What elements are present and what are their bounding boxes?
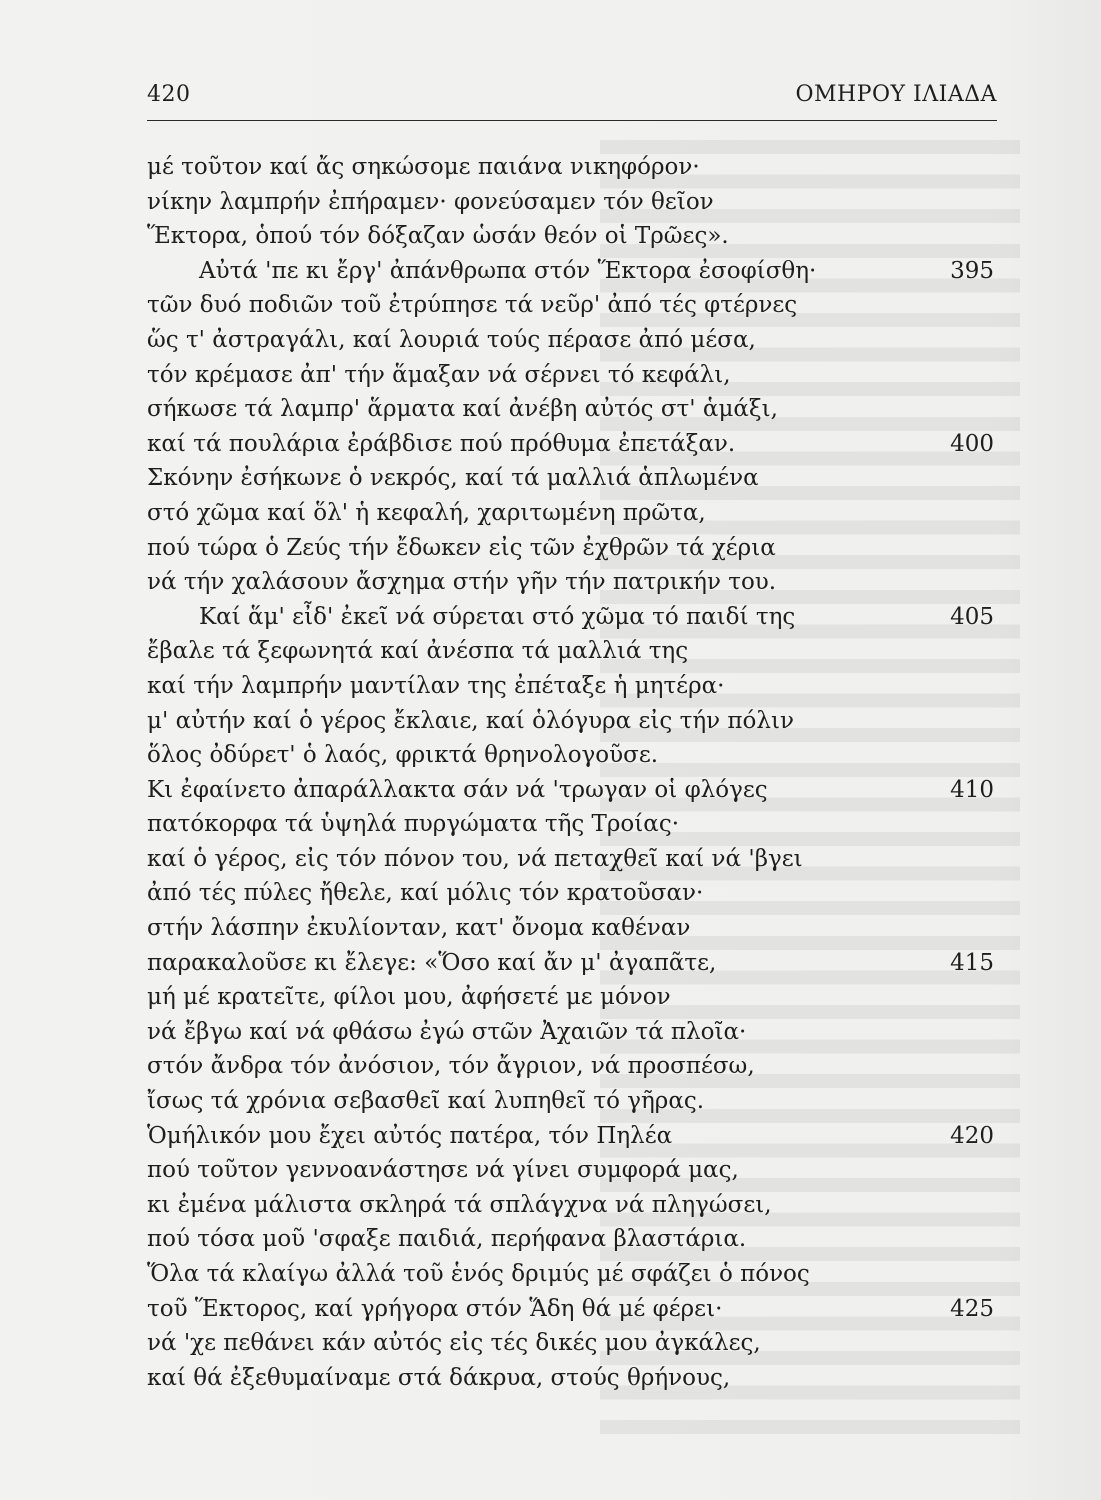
verse-line-text: νά 'χε πεθάνει κάν αὐτός εἰς τές δικές μου ἀγκάλες, [147,1330,761,1357]
verse-line-text: Αὐτά 'πε κι ἔργ' ἀπάνθρωπα στόν Ἕκτορα ἐσοφίσθη· [199,257,817,284]
verse-line [147,1361,997,1396]
verse-line [147,704,997,739]
verse-line [147,773,997,808]
verse-line [147,185,997,220]
verse-line [147,254,997,289]
verse-line [147,461,997,496]
verse-line-text: καί τήν λαμπρήν μαντίλαν της ἐπέταξε ἡ μητέρα· [147,672,725,699]
verse-line [147,1119,997,1154]
verse-line [147,911,997,946]
line-number: 420 [950,1122,994,1149]
line-number: 395 [950,257,994,284]
verse-line [147,1326,997,1361]
verse-line-text: Κι ἐφαίνετο ἀπαράλλακτα σάν νά 'τρωγαν οἱ φλόγες [147,776,768,803]
verse-line [147,1015,997,1050]
verse-line [147,669,997,704]
verse-line-text: ἔβαλε τά ξεφωνητά καί ἀνέσπα τά μαλλιά της [147,638,689,665]
verse-line [147,1292,997,1327]
verse-line-text: καί ὁ γέρος, εἰς τόν πόνον του, νά πεταχθεῖ καί νά 'βγει [147,845,803,872]
verse-line [147,219,997,254]
verse-line [147,392,997,427]
verse-line [147,1222,997,1257]
verse-line-text: ὥς τ' ἀστραγάλι, καί λουριά τούς πέρασε ἀπό μέσα, [147,326,756,353]
verse-line-text: πού τόσα μοῦ 'σφαξε παιδιά, περήφανα βλαστάρια. [147,1226,747,1253]
verse-line [147,1188,997,1223]
verse-line-text: πατόκορφα τά ὑψηλά πυργώματα τῆς Τροίας· [147,811,680,838]
verse-text-block [147,150,997,1395]
verse-line-text: νά ἔβγω καί νά φθάσω ἐγώ στῶν Ἀχαιῶν τά πλοῖα· [147,1018,747,1045]
verse-line [147,807,997,842]
verse-line-text: κι ἐμένα μάλιστα σκληρά τά σπλάγχνα νά πληγώσει, [147,1191,772,1218]
verse-line [147,496,997,531]
line-number: 425 [950,1295,994,1322]
verse-line [147,634,997,669]
verse-line [147,531,997,566]
verse-line [147,1049,997,1084]
line-number: 410 [950,776,994,803]
verse-line [147,150,997,185]
verse-line [147,600,997,635]
verse-line [147,288,997,323]
verse-line-text: μέ τοῦτον καί ἄς σηκώσομε παιάνα νικηφόρον· [147,154,700,180]
verse-line [147,876,997,911]
verse-line-text: στήν λάσπην ἐκυλίονταν, κατ' ὄνομα καθέναν [147,915,691,942]
verse-line-text: παρακαλοῦσε κι ἔλεγε: «Ὅσο καί ἄν μ' ἀγαπᾶτε, [147,949,717,976]
verse-line-text: καί θά ἐξεθυμαίναμε στά δάκρυα, στούς θρήνους, [147,1364,731,1391]
verse-line-text: τοῦ Ἕκτορος, καί γρήγορα στόν Ἅδη θά μέ φέρει· [147,1295,723,1322]
running-title: ΟΜΗΡΟΥ ΙΛΙΑΔΑ [795,82,997,107]
verse-line-text: τόν κρέμασε ἀπ' τήν ἅμαξαν νά σέρνει τό κεφάλι, [147,361,731,388]
verse-line [147,842,997,877]
verse-line [147,358,997,393]
verse-line [147,946,997,981]
verse-line [147,565,997,600]
verse-line [147,1257,997,1292]
verse-line-text: πού τώρα ὁ Ζεύς τήν ἔδωκεν εἰς τῶν ἐχθρῶν τά χέρια [147,534,776,561]
verse-line [147,427,997,462]
verse-line [147,980,997,1015]
verse-line-text: νίκην λαμπρήν ἐπήραμεν· φονεύσαμεν τόν θεῖον [147,188,714,215]
verse-line [147,738,997,773]
verse-line-text: Σκόνην ἐσήκωνε ὁ νεκρός, καί τά μαλλιά ἁπλωμένα [147,465,759,492]
verse-line-text: μή μέ κρατεῖτε, φίλοι μου, ἀφήσετέ με μόνον [147,984,671,1011]
header-rule [147,120,997,121]
verse-line-text: νά τήν χαλάσουν ἄσχημα στήν γῆν τήν πατρικήν του. [147,569,777,596]
page-header [147,82,997,112]
verse-line-text: στό χῶμα καί ὅλ' ἡ κεφαλή, χαριτωμένη πρῶτα, [147,499,706,526]
verse-line-text: τῶν δυό ποδιῶν τοῦ ἐτρύπησε τά νεῦρ' ἀπό τές φτέρνες [147,292,798,319]
verse-line-text: στόν ἄνδρα τόν ἀνόσιον, τόν ἄγριον, νά προσπέσω, [147,1053,755,1080]
verse-line-text: ἴσως τά χρόνια σεβασθεῖ καί λυπηθεῖ τό γῆρας. [147,1088,705,1115]
verse-line-text: Ὅλα τά κλαίγω ἀλλά τοῦ ἑνός δριμύς μέ σφάζει ὁ πόνος [147,1261,810,1287]
verse-line [147,1153,997,1188]
verse-line-text: Ἕκτορα, ὁπού τόν δόξαζαν ὡσάν θεόν οἱ Τρῶες». [147,223,729,250]
verse-line-text: καί τά πουλάρια ἐράβδισε πού πρόθυμα ἐπετάξαν. [147,430,736,457]
page-number: 420 [147,82,191,107]
line-number: 405 [950,603,994,630]
verse-line-text: ἀπό τές πύλες ἤθελε, καί μόλις τόν κρατοῦσαν· [147,880,704,907]
verse-line-text: Ὁμήλικόν μου ἔχει αὐτός πατέρα, τόν Πηλέα [147,1122,673,1149]
verse-line-text: Καί ἅμ' εἶδ' ἐκεῖ νά σύρεται στό χῶμα τό παιδί της [199,603,796,630]
line-number: 400 [950,430,994,457]
verse-line-text: σήκωσε τά λαμπρ' ἅρματα καί ἀνέβη αὐτός στ' ἁμάξι, [147,396,778,423]
verse-line-text: μ' αὐτήν καί ὁ γέρος ἔκλαιε, καί ὁλόγυρα εἰς τήν πόλιν [147,707,794,734]
verse-line [147,323,997,358]
verse-line-text: ὅλος ὀδύρετ' ὁ λαός, φρικτά θρηνολογοῦσε. [147,742,659,769]
line-number: 415 [950,949,994,976]
verse-line [147,1084,997,1119]
verse-line-text: πού τοῦτον γεννοανάστησε νά γίνει συμφορά μας, [147,1157,739,1184]
